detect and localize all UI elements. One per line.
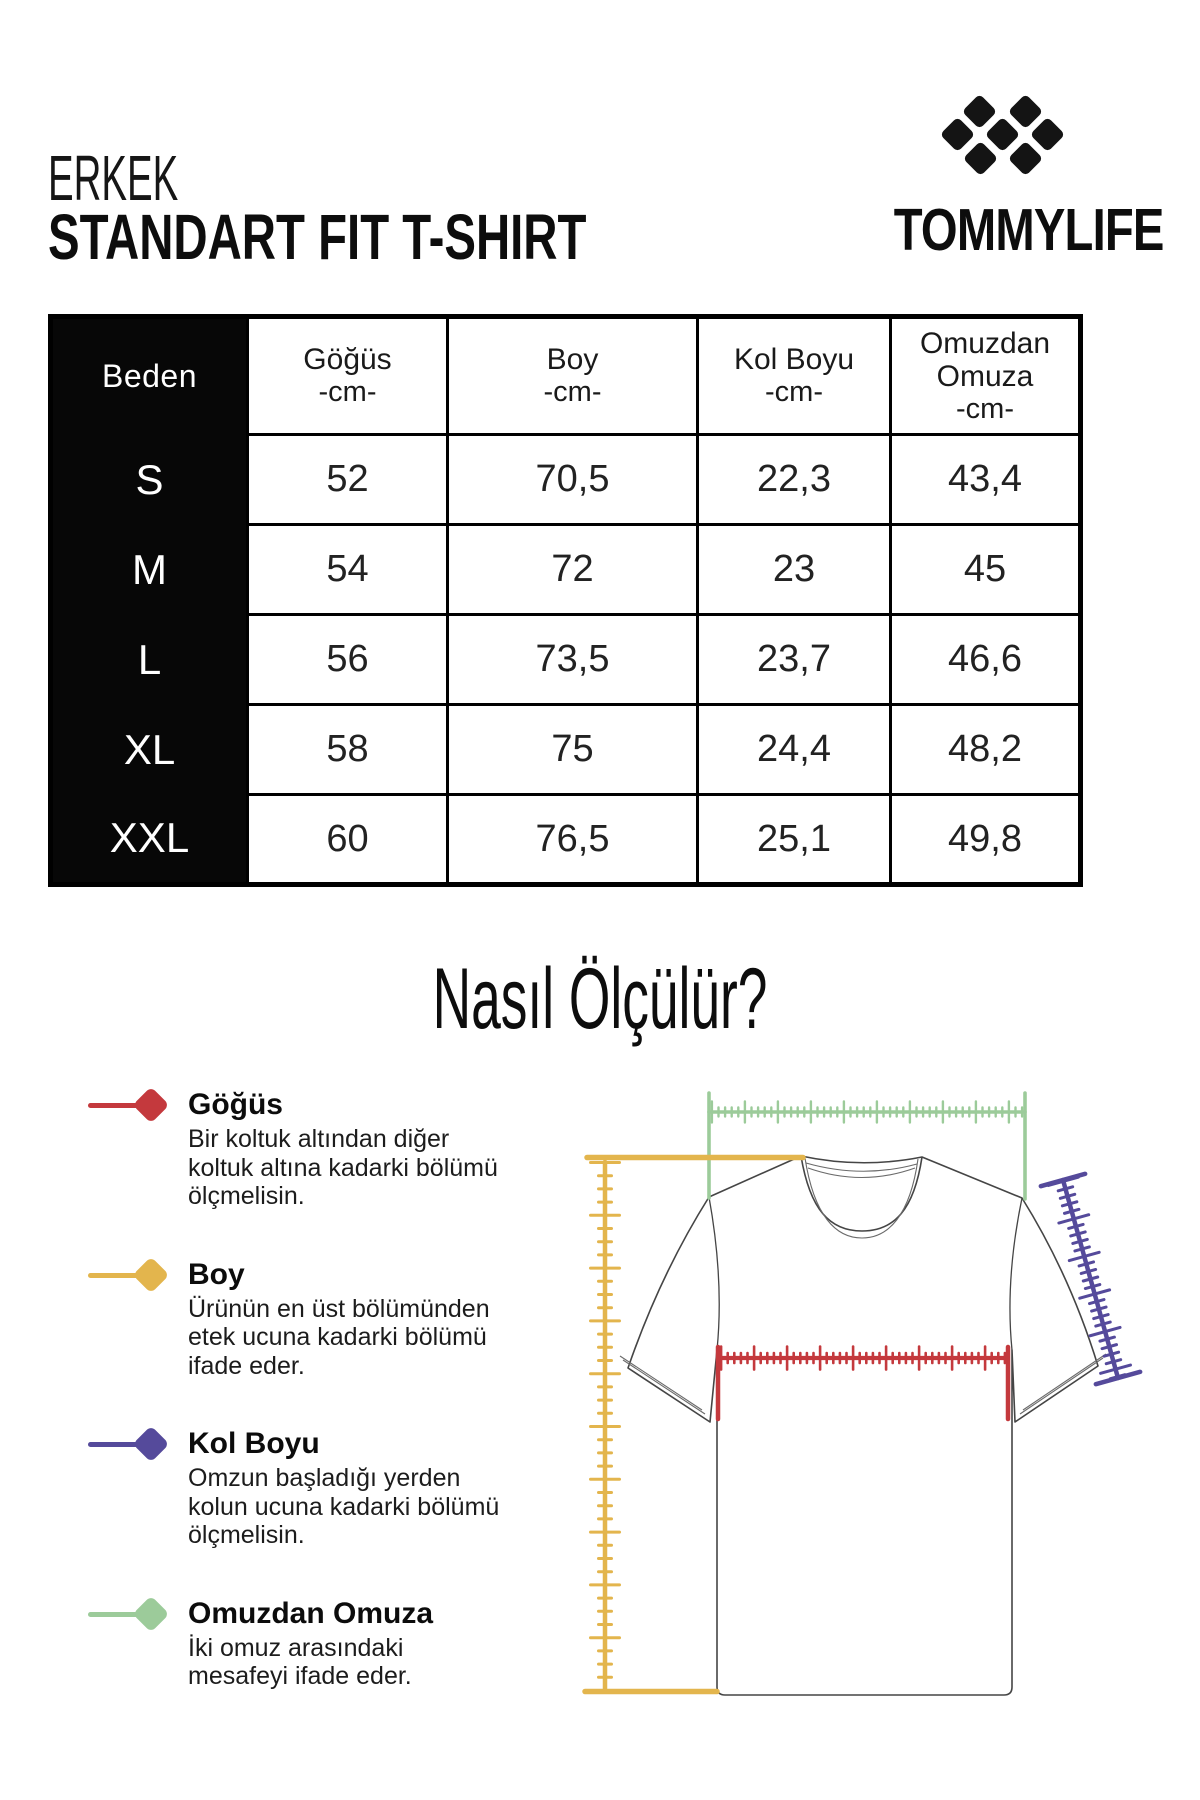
measure-description: İki omuz arasındaki mesafeyi ifade eder.: [188, 1633, 412, 1690]
column-label: Boy: [546, 343, 599, 376]
size-value-cell: [248, 525, 448, 615]
column-unit: -cm-: [765, 376, 823, 408]
size-row-label: [51, 525, 248, 615]
ruler-line: [1102, 1345, 1116, 1349]
ruler-line: [1085, 1285, 1099, 1289]
ruler-line: [1075, 1247, 1089, 1251]
size-value-cell: [248, 795, 448, 885]
measure-marker-icon: [88, 1600, 178, 1630]
table-row: [51, 615, 1081, 705]
brand-block: [860, 88, 1164, 264]
ruler-line: [1081, 1269, 1095, 1273]
measure-description: Ürünün en üst bölümünden etek ucuna kadarki bölümü ifade eder.: [188, 1294, 490, 1380]
size-value-cell: [891, 435, 1081, 525]
size-column-header: [891, 317, 1081, 435]
marker-line: [88, 1273, 140, 1278]
size-row-label: [51, 795, 248, 885]
size-value: 54: [326, 548, 369, 590]
logo-diamond: [1030, 117, 1065, 152]
ruler-line: [1106, 1360, 1120, 1364]
measure-name: Göğüs: [188, 1088, 283, 1121]
page-title: STANDART FIT T-SHIRT: [48, 201, 587, 273]
size-value: 23: [772, 548, 816, 590]
size-table-corner-label: Beden: [51, 317, 248, 435]
size-value-cell: [448, 525, 698, 615]
column-unit: -cm-: [318, 376, 377, 408]
measure-description: Omzun başladığı yerden kolun ucuna kadarki bölümü ölçmelisin.: [188, 1464, 500, 1549]
brand-name: TOMMYLIFE: [893, 197, 1164, 263]
size-value: 70,5: [535, 458, 610, 500]
size-value: 23,7: [757, 638, 831, 680]
size-row-label: [51, 615, 248, 705]
size-value-cell: [891, 705, 1081, 795]
ruler-line: [1104, 1352, 1118, 1356]
measure-legend: [88, 1088, 508, 1738]
logo-diamond: [940, 117, 975, 152]
column-unit: -cm-: [543, 376, 602, 408]
ruler-line: [1090, 1300, 1104, 1304]
size-value-cell: [698, 435, 891, 525]
size-value: 76,5: [535, 817, 610, 860]
size-value: 72: [551, 548, 594, 590]
size-value-cell: [698, 525, 891, 615]
size-value-cell: [448, 615, 698, 705]
legend-item: [88, 1597, 508, 1691]
size-value-cell: [698, 705, 891, 795]
size-letter: M: [132, 545, 167, 593]
measure-section-title: Nasıl Ölçülür?: [432, 951, 768, 1047]
measure-name: Omuzdan Omuza: [188, 1596, 434, 1630]
table-row: [51, 795, 1081, 885]
size-value-cell: [248, 435, 448, 525]
brand-logo-icon: [935, 88, 1085, 184]
size-column-header: [248, 317, 448, 435]
size-value: 49,8: [948, 817, 1022, 860]
ruler-line: [1092, 1307, 1106, 1311]
column-label: Kol Boyu: [733, 343, 855, 376]
marker-diamond: [133, 1256, 170, 1293]
size-row-label: [51, 435, 248, 525]
logo-diamond: [963, 141, 998, 176]
size-table: [48, 314, 1083, 887]
size-value-cell: [891, 615, 1081, 705]
ruler-line: [1100, 1337, 1114, 1341]
product-category: ERKEK: [48, 142, 179, 214]
ruler-line: [1071, 1232, 1085, 1236]
measure-description: Bir koltuk altından diğer koltuk altına kadarki bölümü ölçmelisin.: [188, 1125, 498, 1210]
logo-diamond: [1008, 94, 1043, 129]
ruler-line: [1096, 1322, 1110, 1326]
size-value: 22,3: [757, 458, 831, 500]
ruler-line: [1060, 1194, 1074, 1198]
size-value: 75: [551, 728, 594, 770]
column-label: Göğüs: [303, 343, 392, 376]
size-letter: XXL: [109, 814, 190, 862]
size-value: 43,4: [948, 458, 1022, 500]
ruler-line: [1094, 1315, 1108, 1319]
marker-line: [88, 1103, 140, 1108]
size-value-cell: [891, 795, 1081, 885]
logo-diamond: [1008, 141, 1043, 176]
tshirt-measure-diagram: [500, 1070, 1200, 1730]
ruler-line: [1062, 1202, 1076, 1206]
measure-marker-icon: [88, 1261, 178, 1291]
size-letter: XL: [123, 725, 176, 773]
size-value-cell: [448, 435, 698, 525]
size-value-cell: [248, 705, 448, 795]
measure-marker-icon: [88, 1091, 178, 1121]
size-row-label: [51, 705, 248, 795]
logo-diamond: [985, 117, 1020, 152]
column-label: Omuzdan Omuza: [919, 326, 1051, 393]
measure-name: Kol Boyu: [188, 1427, 320, 1460]
table-row: [51, 705, 1081, 795]
size-value: 58: [326, 728, 369, 770]
size-value: 45: [963, 548, 1007, 590]
marker-diamond: [133, 1426, 170, 1463]
legend-item: [88, 1258, 508, 1381]
size-value-cell: [448, 795, 698, 885]
size-table-header-row: [51, 317, 1081, 435]
measure-marker-icon: [88, 1430, 178, 1460]
size-letter: S: [135, 455, 164, 503]
size-column-header: [448, 317, 698, 435]
size-column-header: [698, 317, 891, 435]
table-row: [51, 435, 1081, 525]
table-row: [51, 525, 1081, 615]
size-value-cell: [448, 705, 698, 795]
size-value-cell: [698, 615, 891, 705]
size-value: 25,1: [757, 817, 831, 860]
marker-line: [88, 1442, 140, 1447]
size-value: 48,2: [948, 728, 1022, 770]
size-value: 73,5: [535, 638, 610, 680]
marker-diamond: [133, 1595, 170, 1632]
size-value-cell: [698, 795, 891, 885]
size-value: 24,4: [757, 728, 831, 770]
measure-name: Boy: [188, 1257, 245, 1291]
size-letter: L: [137, 635, 162, 683]
ruler-line: [1079, 1262, 1093, 1266]
column-unit: -cm-: [956, 392, 1014, 425]
size-value: 60: [326, 817, 369, 860]
legend-item: [88, 1088, 508, 1211]
ruler-line: [1083, 1277, 1097, 1281]
ruler-line: [1069, 1224, 1083, 1228]
size-value: 52: [326, 458, 369, 500]
ruler-line: [1073, 1239, 1087, 1243]
ruler-line: [1058, 1187, 1072, 1191]
marker-diamond: [133, 1087, 170, 1124]
size-value: 56: [326, 638, 369, 680]
marker-line: [88, 1612, 140, 1617]
size-value: 46,6: [948, 638, 1022, 680]
size-value-cell: [248, 615, 448, 705]
logo-diamond: [962, 94, 997, 129]
tshirt-outline: [620, 1156, 1106, 1695]
size-value-cell: [891, 525, 1081, 615]
ruler-line: [1064, 1209, 1078, 1213]
legend-item: [88, 1427, 508, 1550]
